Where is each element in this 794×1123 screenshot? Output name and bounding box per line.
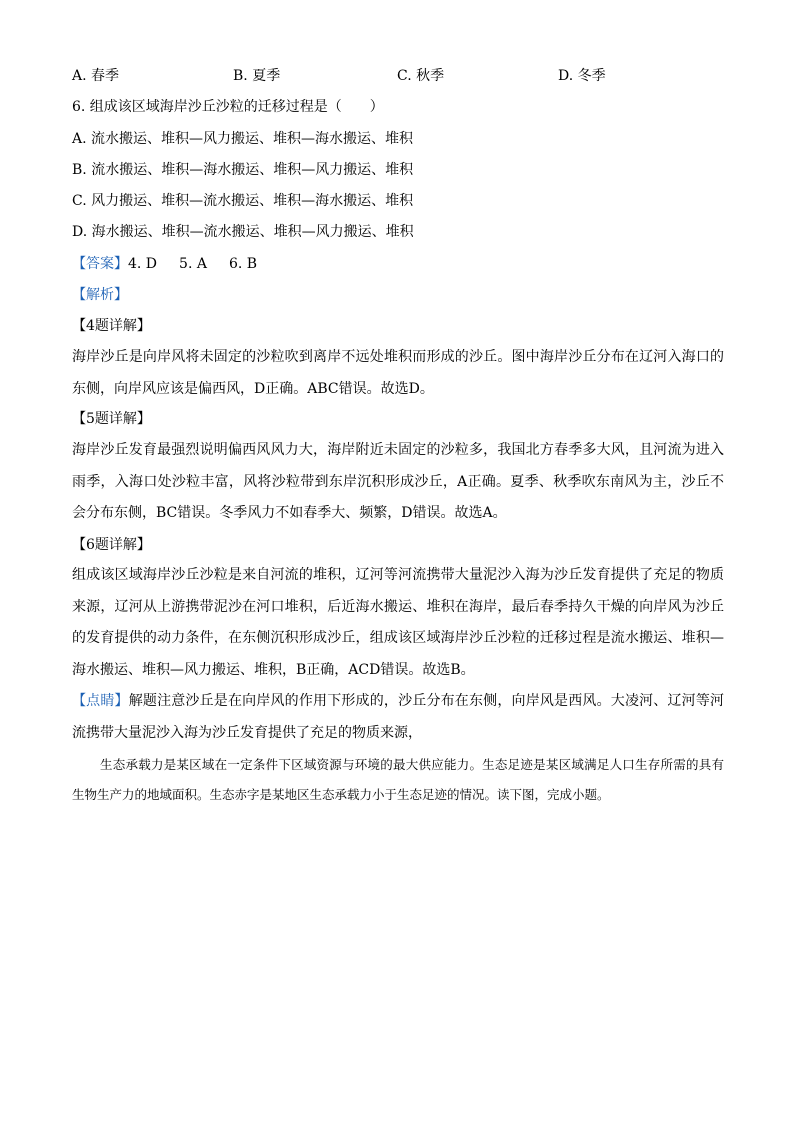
tip-paragraph [72,686,724,749]
q6-detail-text: 组成该区域海岸沙丘沙粒是来自河流的堆积，辽河等河流携带大量泥沙入海为沙丘发育提供了充足的物质来源，辽河从上游携带泥沙在河口堆积，后近海水搬运、堆积在海岸，最后春季持久干燥的向岸风为沙丘的发育提供的动力条件，在东侧沉积形成沙丘，组成该区域海岸沙丘沙粒的迁移过程是流水搬运、堆积—海水搬运、堆积—风力搬运、堆积，B正确，ACD错误。故选B。 [72,567,724,678]
q6-detail-heading: 【6题详解】 [72,537,151,553]
q6-option-c: C. 风力搬运、堆积—流水搬运、堆积—海水搬运、堆积 [72,193,414,209]
q6-option-a: A. 流水搬运、堆积—风力搬运、堆积—海水搬运、堆积 [72,131,414,147]
q6-option-d: D. 海水搬运、堆积—流水搬运、堆积—风力搬运、堆积 [72,224,414,240]
answer-tag: 【答案】 [72,256,128,272]
tip-tag: 【点睛】 [72,693,129,709]
q4-detail-text: 海岸沙丘是向岸风将未固定的沙粒吹到离岸不远处堆积而形成的沙丘。图中海岸沙丘分布在辽河入海口的东侧，向岸风应该是偏西风，D正确。ABC错误。故选D。 [72,349,724,397]
q5-detail-heading: 【5题详解】 [72,411,151,427]
q5-detail-text: 海岸沙丘发育最强烈说明偏西风风力大，海岸附近未固定的沙粒多，我国北方春季多大风，且河流为进入雨季，入海口处沙粒丰富，风将沙粒带到东岸沉积形成沙丘，A正确。夏季、秋季吹东南风为主，沙丘不会分布东侧，BC错误。冬季风力不如春季大、频繁，D错误。故选A。 [72,442,724,521]
analysis-tag: 【解析】 [72,287,128,303]
answer-item: 6. B [228,256,258,272]
next-question-intro: 生态承载力是某区域在一定条件下区域资源与环境的最大供应能力。生态足迹是某区域满足人口生存所需的具有生物生产力的地域面积。生态赤字是某地区生态承载力小于生态足迹的情况。读下图，完成小题。 [72,757,724,802]
q4-option-b: B. 夏季 [233,68,281,84]
answer-item: 5. A [179,256,207,272]
q6-option-b: B. 流水搬运、堆积—海水搬运、堆积—风力搬运、堆积 [72,162,414,178]
q4-option-c: C. 秋季 [397,68,445,84]
q4-option-a: A. 春季 [72,68,120,84]
q4-detail-heading: 【4题详解】 [72,318,151,334]
tip-text: 解题注意沙丘是在向岸风的作用下形成的，沙丘分布在东侧，向岸风是西风。大凌河、辽河等河流携带大量泥沙入海为沙丘发育提供了充足的物质来源， [72,693,725,741]
answer-line [72,254,257,274]
answer-item: 4. D [128,256,158,272]
q6-stem: 6. 组成该区域海岸沙丘沙粒的迁移过程是（ ） [72,99,384,115]
q4-option-d: D. 冬季 [558,68,606,84]
